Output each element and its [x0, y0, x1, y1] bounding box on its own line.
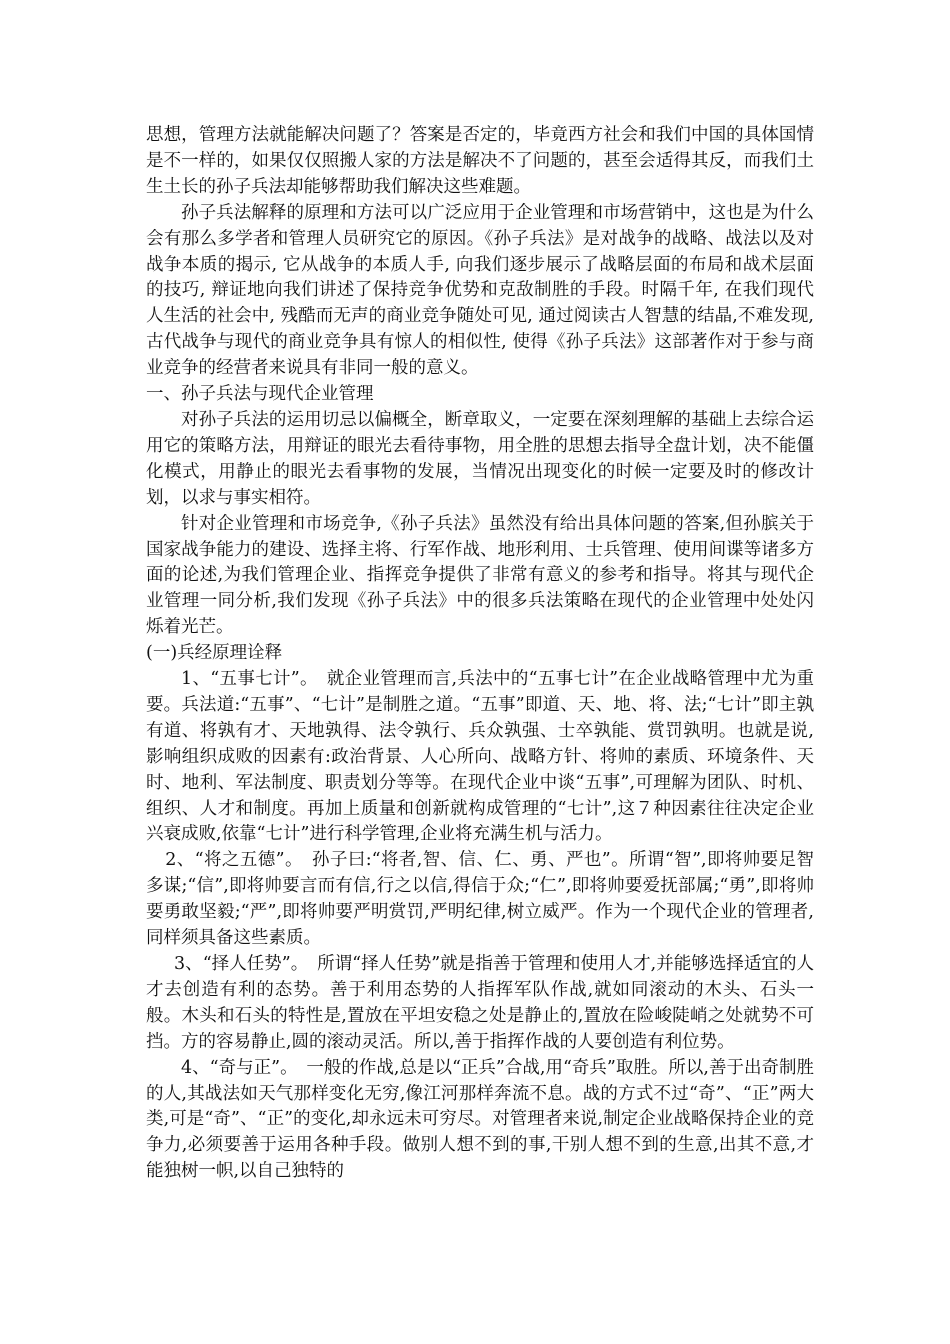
paragraph-intro: 孙子兵法解释的原理和方法可以广泛应用于企业管理和市场营销中，这也是为什么会有那么多学者和管理人员研究它的原因。《孙子兵法》是对战争的战略、战法以及对战争本质的揭示, 它从战争的本质人手, 向我们逐步展示了战略层面的布局和战术层面的技巧, 辩证地向我们讲述了保持竞争优势和克敌制胜的手段。时隔千年, 在我们现代人生活的社会中, 残酷而无声的商业竞争随处可见, 通过阅读古人智慧的结晶,不难发现, 古代战争与现代的商业竞争具有惊人的相似性, 使得《孙子兵法》这部著作对于参与商业竞争的经营者来说具有非同一般的意义。 — [146, 202, 814, 379]
paragraph-point-1: 1、“五事七计”。 就企业管理而言,兵法中的“五事七计”在企业战略管理中尤为重要。兵法道:“五事”、“七计”是制胜之道。“五事”即道、天、地、将、法;“七计”即主孰有道、将孰有才、天地孰得、法令孰行、兵众孰强、士卒孰能、赏罚孰明。也就是说,影响组织成败的因素有:政治背景、人心所向、战略方针、将帅的素质、环境条件、天时、地利、军法制度、职责划分等等。在现代企业中谈“五事”,可理解为团队、时机、组织、人才和制度。再加上质量和创新就构成管理的“七计”,这７种因素往往决定企业兴衰成败,依靠“七计”进行科学管理,企业将充满生机与活力。 — [146, 669, 814, 845]
paragraph-point-2: 2、“将之五德”。 孙子曰:“将者,智、信、仁、勇、严也”。所谓“智”,即将帅要足智多谋;“信”,即将帅要言而有信,行之以信,得信于众;“仁”,即将帅要爱抚部属;“勇”,即将帅要勇敢坚毅;“严”,即将帅要严明赏罚,严明纪律,树立威严。作为一个现代企业的管理者,同样须具备这些素质。 — [146, 850, 814, 949]
document-page — [146, 123, 814, 1185]
subsection-heading: (一)兵经原理诠释 — [146, 643, 283, 664]
paragraph-point-3: 3、“择人任势”。 所谓“择人任势”就是指善于管理和使用人才,并能够选择适宜的人才去创造有利的态势。善于利用态势的人指挥军队作战,就如同滚动的木头、石头一般。木头和石头的特性是,置放在平坦安稳之处是静止的,置放在险峻陡峭之处就势不可挡。方的容易静止,圆的滚动灵活。所以,善于指挥作战的人要创造有利位势。 — [146, 954, 814, 1052]
paragraph-point-4: 4、“奇与正”。 一般的作战,总是以“正兵”合战,用“奇兵”取胜。所以,善于出奇制胜的人,其战法如天气那样变化无穷,像江河那样奔流不息。战的方式不过“奇”、“正”两大类,可是“奇”、“正”的变化,却永远未可穷尽。对管理者来说,制定企业战略保持企业的竞争力,必须要善于运用各种手段。做别人想不到的事,干别人想不到的生意,出其不意,才能独树一帜,以自己独特的 — [146, 1057, 814, 1182]
section-heading: 一、孙子兵法与现代企业管理 — [146, 384, 374, 405]
paragraph-competition: 针对企业管理和市场竞争,《孙子兵法》虽然没有给出具体问题的答案,但孙膑关于国家战争能力的建设、选择主将、行军作战、地形利用、士兵管理、使用间谍等诸多方面的论述,为我们管理企业、指挥竞争提供了非常有意义的参考和指导。将其与现代企业管理一同分析,我们发现《孙子兵法》中的很多兵法策略在现代的企业管理中处处闪烁着光芒。 — [146, 513, 814, 638]
paragraph-continuation: 思想，管理方法就能解决问题了？答案是否定的，毕竟西方社会和我们中国的具体国情是不一样的，如果仅仅照搬人家的方法是解决不了问题的，甚至会适得其反，而我们土生土长的孙子兵法却能够帮助我们解决这些难题。 — [146, 125, 814, 197]
paragraph-application: 对孙子兵法的运用切忌以偏概全，断章取义，一定要在深刻理解的基础上去综合运用它的策略方法，用辩证的眼光去看待事物，用全胜的思想去指导全盘计划，决不能僵化模式，用静止的眼光去看事物的发展，当情况出现变化的时候一定要及时的修改计划，以求与事实相符。 — [146, 409, 814, 508]
